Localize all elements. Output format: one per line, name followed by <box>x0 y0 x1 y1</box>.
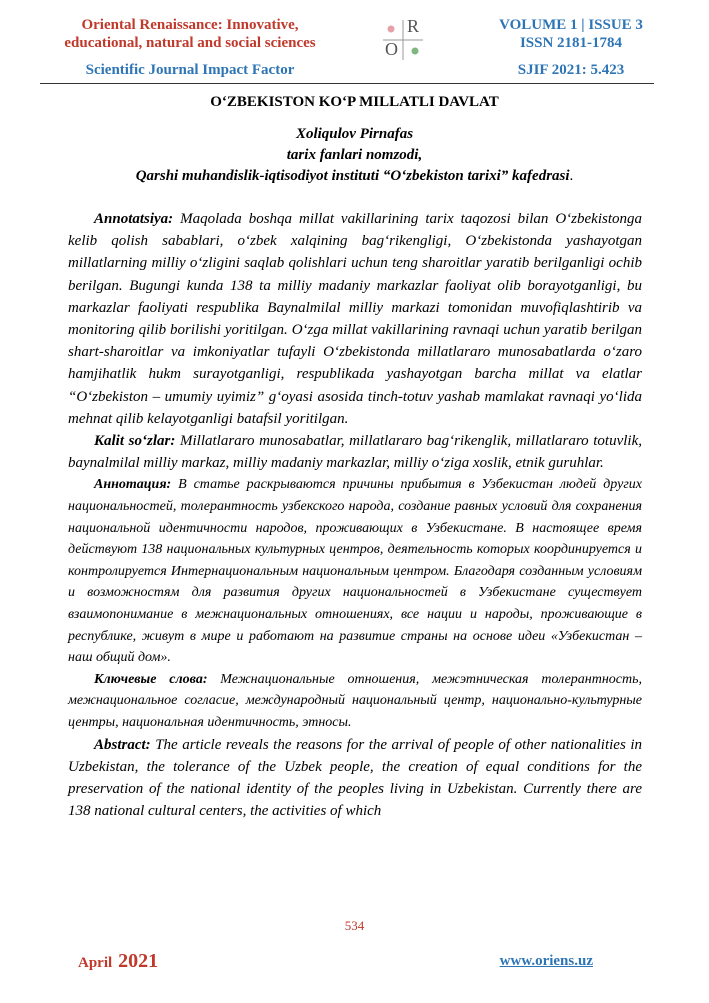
author-affiliation: Qarshi muhandislik-iqtisodiyot instituti “O‘zbekiston tarixi” kafedrasi <box>135 168 570 184</box>
article-body <box>68 208 642 822</box>
issue-year: 2021 <box>118 950 159 972</box>
issue-month: April <box>78 955 113 971</box>
logo-letter-r: R <box>407 16 420 36</box>
annotation-uz-text: Maqolada boshqa millat vakillarining tarix taqozosi bilan O‘zbekistonga kelib qolish sabablari, o‘zbek xalqining bag‘rikengligi, O‘zbekistonda yashayotgan millatlarning milliy o‘zligini saqlab qolishlari uchun teng sharoitlar yaratib berilganligi ochib berilgan. Bugungi kunda 138 ta milliy madaniy markazlar faoliyat olib borayotganligi, bu markazlar faoliyati respublika Baynalmilal milliy markazi tomonidan muvofiqlashtirib va monitoring qilib borilishi yoritilgan. O‘zga millat vakillarining ravnaqi uchun yaratib berilgan shart-sharoitlar va imkoniyatlar tufayli O‘zbekistonda millatlararo munosabatlarda o‘zaro hamjihatlik hukm surayotganligi, respublikada yashayotgan barcha millat va elatlar “O‘zbekiston – umumiy uyimiz” g‘oyasi asosida tinch-totuv yashab mamlakat ravnaqi yo‘lida mehnat qilib kelayotganligi batafsil yoritilgan. <box>68 211 642 427</box>
journal-name-block <box>40 16 340 79</box>
journal-website-link[interactable]: www.oriens.uz <box>499 953 593 969</box>
keywords-uz-label: Kalit so‘zlar: <box>94 433 176 450</box>
annotation-uz-label: Annotatsiya: <box>94 211 174 227</box>
keywords-ru-text: Межнациональные отношения, межэтническая толерантность, межнациональное согласие, международный национальный центр, национально-культурные центры, национальная идентичность, этносы. <box>68 671 642 730</box>
issue-date <box>78 950 158 973</box>
author-name: Xoliqulov Pirnafas <box>295 126 414 142</box>
annotation-uz <box>68 208 642 430</box>
annotation-ru-text: В статье раскрываются причины прибытия в Узбекистан людей других национальностей, толерантность узбекского народа, создание равных условий для сохранения национальной идентичности народов, проживающих в Узбекистане. В настоящее время действуют 138 национальных культурных центров, деятельность которых координируется и контролируется Интернациональным национальным центром. Благодаря созданным условиям и возможностям для развития других национальностей в Узбекистане существует взаимопонимание в межнациональных отношениях, все нации и народы, проживающие в республике, живут в мире и работают на развитие страны на основе идеи «Узбекистан – наш общий дом». <box>68 477 642 666</box>
keywords-uz-text: Millatlararo munosabatlar, millatlararo bag‘rikenglik, millatlararo totuvlik, baynalmilal milliy markaz, milliy madaniy markazlar, milliy o‘ziga xoslik, etnik guruhlar. <box>68 433 643 472</box>
journal-logo <box>381 18 425 62</box>
keywords-ru <box>68 669 642 734</box>
keywords-ru-label: Ключевые слова: <box>94 671 208 687</box>
volume-issue: VOLUME 1 | ISSUE 3 <box>499 17 643 33</box>
page-number: 534 <box>344 918 365 933</box>
sjif-score: SJIF 2021: 5.423 <box>517 62 625 78</box>
logo-letter-o: O <box>385 39 398 59</box>
abstract-en-label: Abstract: <box>94 736 151 753</box>
volume-block <box>471 16 671 79</box>
author-degree: tarix fanlari nomzodi, <box>286 147 423 163</box>
annotation-ru-label: Аннотация: <box>94 477 172 493</box>
issn: ISSN 2181-1784 <box>519 35 623 51</box>
journal-header <box>0 14 709 84</box>
journal-name-line2: educational, natural and social sciences <box>64 35 316 51</box>
annotation-ru <box>68 474 642 668</box>
abstract-en-text: The article reveals the reasons for the arrival of people of other nationalities in Uzbekistan, the tolerance of the Uzbek people, the creation of equal conditions for the preservation of the national identity of the peoples living in Uzbekistan. Currently there are 138 national cultural centers, the activities of which <box>68 736 642 820</box>
impact-factor-label: Scientific Journal Impact Factor <box>85 62 295 78</box>
author-affiliation-line <box>0 166 709 187</box>
author-block <box>0 124 709 187</box>
journal-name-line1: Oriental Renaissance: Innovative, <box>81 17 299 33</box>
article-title: O‘ZBEKISTON KO‘P MILLATLI DAVLAT <box>210 94 499 110</box>
abstract-en <box>68 734 642 823</box>
header-divider <box>40 83 654 84</box>
keywords-uz <box>68 430 642 474</box>
affiliation-period: . <box>569 168 574 184</box>
